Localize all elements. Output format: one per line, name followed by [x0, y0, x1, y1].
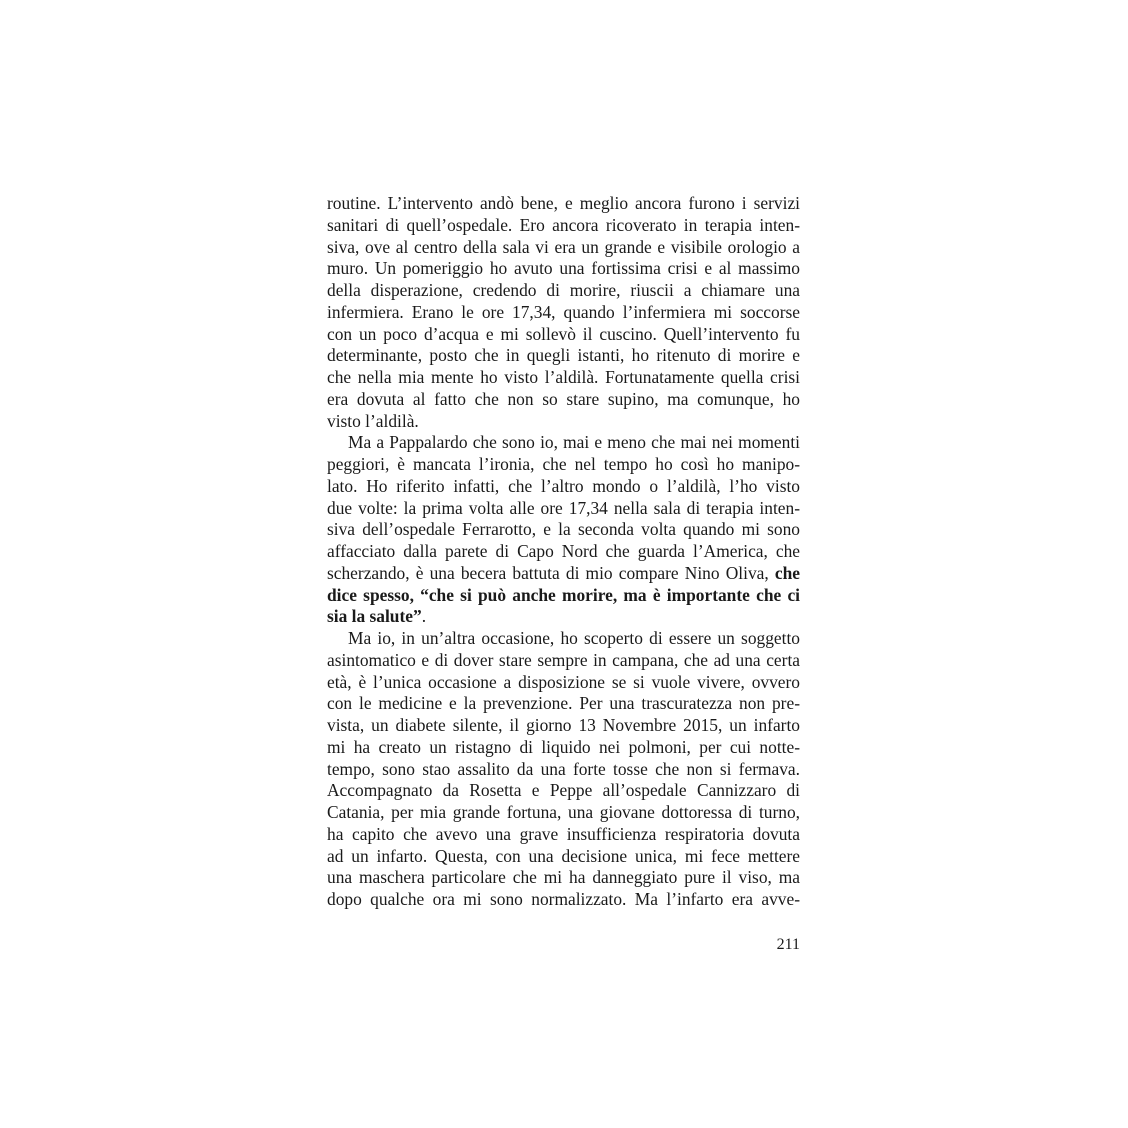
line-text: siva, ove al centro della sala vi era un grande e visibile orologio a	[327, 236, 800, 257]
text-line-8	[327, 345, 800, 367]
line-text: ad un infarto. Questa, con una decisione unica, mi fece mettere	[327, 845, 800, 866]
text-line-4	[327, 258, 800, 280]
text-line-33	[327, 889, 800, 911]
text-line-14	[327, 476, 800, 498]
line-text: visto l’aldilà.	[327, 410, 419, 431]
text-line-1	[327, 193, 800, 215]
text-line-23	[327, 672, 800, 694]
text-line-13	[327, 454, 800, 476]
line-text: con le medicine e la prevenzione. Per una trascuratezza non pre-	[327, 693, 800, 714]
text-line-5	[327, 280, 800, 302]
text-line-3	[327, 237, 800, 259]
page-number: 211	[776, 936, 800, 953]
line-text: affacciato dalla parete di Capo Nord che guarda l’America, che	[327, 541, 800, 561]
text-line-15	[327, 498, 800, 520]
line-text: tempo, sono stao assalito da una forte tosse che non si fermava.	[327, 758, 800, 779]
text-line-27	[327, 759, 800, 781]
text-line-7	[327, 324, 800, 346]
line-text: età, è l’unica occasione a disposizione se si vuole vivere, ovvero	[327, 671, 800, 692]
line-text: dopo qualche ora mi sono normalizzato. Ma l’infarto era avve-	[327, 889, 800, 909]
line-text: che nella mia mente ho visto l’aldilà. Fortunatamente quella crisi	[327, 367, 800, 387]
body-text	[327, 193, 800, 911]
line-text: .	[421, 606, 427, 627]
line-text: asintomatico e di dover stare sempre in campana, che ad una certa	[327, 649, 800, 670]
text-line-32	[327, 867, 800, 889]
text-line-6	[327, 302, 800, 324]
text-line-25	[327, 715, 800, 737]
text-line-20	[327, 606, 800, 628]
text-line-12	[327, 432, 800, 454]
line-text: Catania, per mia grande fortuna, una giovane dottoressa di turno,	[327, 802, 800, 822]
line-text: Ma io, in un’altra occasione, ho scoperto di essere un soggetto	[348, 628, 800, 648]
text-line-28	[327, 780, 800, 802]
text-line-19	[327, 585, 800, 607]
text-line-10	[327, 389, 800, 411]
line-text: scherzando, è una becera battuta di mio compare Nino Oliva,	[327, 562, 775, 583]
text-line-24	[327, 693, 800, 715]
text-line-11	[327, 411, 800, 433]
line-text: infermiera. Erano le ore 17,34, quando l’infermiera mi soccorse	[327, 301, 800, 322]
bold-quote-text: sia la salute”	[327, 606, 422, 627]
text-line-18	[327, 563, 800, 585]
text-line-31	[327, 846, 800, 868]
bold-quote-text: dice spesso, “che si può anche morire, ma è importante che ci	[327, 584, 800, 605]
line-text: determinante, posto che in quegli istanti, ho ritenuto di morire e	[327, 345, 800, 366]
line-text: sanitari di quell’ospedale. Ero ancora ricoverato in terapia inten-	[327, 214, 800, 235]
line-text: muro. Un pomeriggio ho avuto una fortissima crisi e al massimo	[327, 258, 800, 279]
line-text: una maschera particolare che mi ha danneggiato pure il viso, ma	[327, 867, 800, 888]
line-text: con un poco d’acqua e mi sollevò il cuscino. Quell’intervento fu	[327, 323, 800, 344]
line-text: routine. L’intervento andò bene, e meglio ancora furono i servizi	[327, 193, 800, 213]
text-line-21	[327, 628, 800, 650]
line-text: due volte: la prima volta alle ore 17,34 nella sala di terapia inten-	[327, 497, 800, 518]
text-line-17	[327, 541, 800, 563]
line-text: ha capito che avevo una grave insufficienza respiratoria dovuta	[327, 823, 800, 844]
line-text: mi ha creato un ristagno di liquido nei polmoni, per cui notte-	[327, 736, 800, 757]
text-line-30	[327, 824, 800, 846]
line-text: era dovuta al fatto che non so stare supino, ma comunque, ho	[327, 388, 800, 409]
line-text: della disperazione, credendo di morire, riuscii a chiamare una	[327, 280, 800, 300]
line-text: vista, un diabete silente, il giorno 13 Novembre 2015, un infarto	[327, 715, 800, 735]
line-text: siva dell’ospedale Ferrarotto, e la seconda volta quando mi sono	[327, 519, 800, 540]
bold-quote-text: che	[774, 562, 800, 583]
text-line-29	[327, 802, 800, 824]
text-line-9	[327, 367, 800, 389]
line-text: Accompagnato da Rosetta e Peppe all’ospedale Cannizzaro di	[327, 780, 800, 801]
line-text: Ma a Pappalardo che sono io, mai e meno che mai nei momenti	[348, 432, 800, 453]
text-line-16	[327, 519, 800, 541]
line-text: lato. Ho riferito infatti, che l’altro mondo o l’aldilà, l’ho visto	[327, 475, 800, 496]
line-text: peggiori, è mancata l’ironia, che nel tempo ho così ho manipo-	[327, 454, 800, 474]
text-line-2	[327, 215, 800, 237]
text-line-26	[327, 737, 800, 759]
text-line-22	[327, 650, 800, 672]
